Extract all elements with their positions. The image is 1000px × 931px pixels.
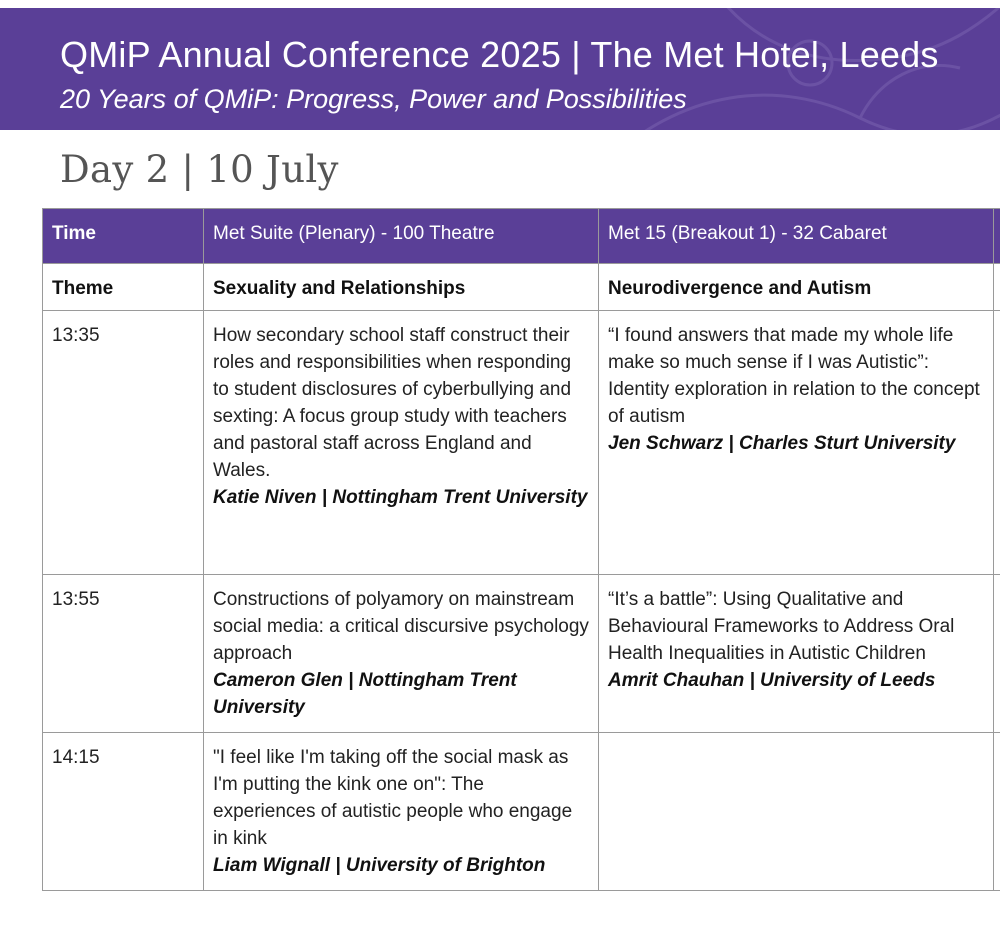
col-header-plenary: Met Suite (Plenary) - 100 Theatre: [204, 209, 599, 264]
talk-title: “I found answers that made my whole life make so much sense if I was Autistic”: Identity exploration in relation to the concept of autism: [608, 325, 980, 427]
session-cell: [599, 733, 994, 891]
session-cell-overflow: [994, 733, 1000, 891]
session-cell: [204, 575, 599, 733]
session-cell: [599, 311, 994, 575]
talk-speaker: Liam Wignall | University of Brighton: [213, 855, 546, 876]
theme-row: [43, 264, 1000, 311]
conference-title: QMiP Annual Conference 2025 | The Met Hotel, Leeds: [60, 34, 939, 75]
theme-plenary: Sexuality and Relationships: [204, 264, 599, 311]
session-cell-overflow: [994, 311, 1000, 575]
session-cell: [204, 733, 599, 891]
day-heading: Day 2 | 10 July: [60, 148, 339, 191]
col-header-breakout1: Met 15 (Breakout 1) - 32 Cabaret: [599, 209, 994, 264]
session-time: 13:35: [43, 311, 204, 575]
session-cell-overflow: [994, 575, 1000, 733]
header-banner: [0, 8, 1000, 130]
theme-breakout1: Neurodivergence and Autism: [599, 264, 994, 311]
talk-speaker: Cameron Glen | Nottingham Trent University: [213, 670, 517, 718]
session-cell: [599, 575, 994, 733]
talk-title: “It’s a battle”: Using Qualitative and Behavioural Frameworks to Address Oral Health Inequalities in Autistic Children: [608, 589, 955, 664]
conference-subtitle: 20 Years of QMiP: Progress, Power and Possibilities: [60, 84, 687, 114]
table-row: [43, 575, 1000, 733]
table-row: [43, 733, 1000, 891]
session-time: 13:55: [43, 575, 204, 733]
session-cell: [204, 311, 599, 575]
talk-title: How secondary school staff construct their roles and responsibilities when responding to student disclosures of cyberbullying and sexting: A focus group study with teachers and pastoral staff across England and Wales.: [213, 325, 572, 481]
schedule-table: [42, 208, 1000, 891]
header-row: [43, 209, 1000, 264]
col-header-time: Time: [43, 209, 204, 264]
talk-speaker: Katie Niven | Nottingham Trent University: [213, 487, 588, 508]
theme-overflow: [994, 264, 1000, 311]
talk-speaker: Jen Schwarz | Charles Sturt University: [608, 433, 956, 454]
talk-speaker: Amrit Chauhan | University of Leeds: [608, 670, 936, 691]
talk-title: "I feel like I'm taking off the social mask as I'm putting the kink one on": The experiences of autistic people who engage in kink: [213, 747, 573, 849]
session-time: 14:15: [43, 733, 204, 891]
talk-title: Constructions of polyamory on mainstream social media: a critical discursive psychology approach: [213, 589, 589, 664]
theme-label: Theme: [43, 264, 204, 311]
col-header-overflow: [994, 209, 1000, 264]
table-row: [43, 311, 1000, 575]
